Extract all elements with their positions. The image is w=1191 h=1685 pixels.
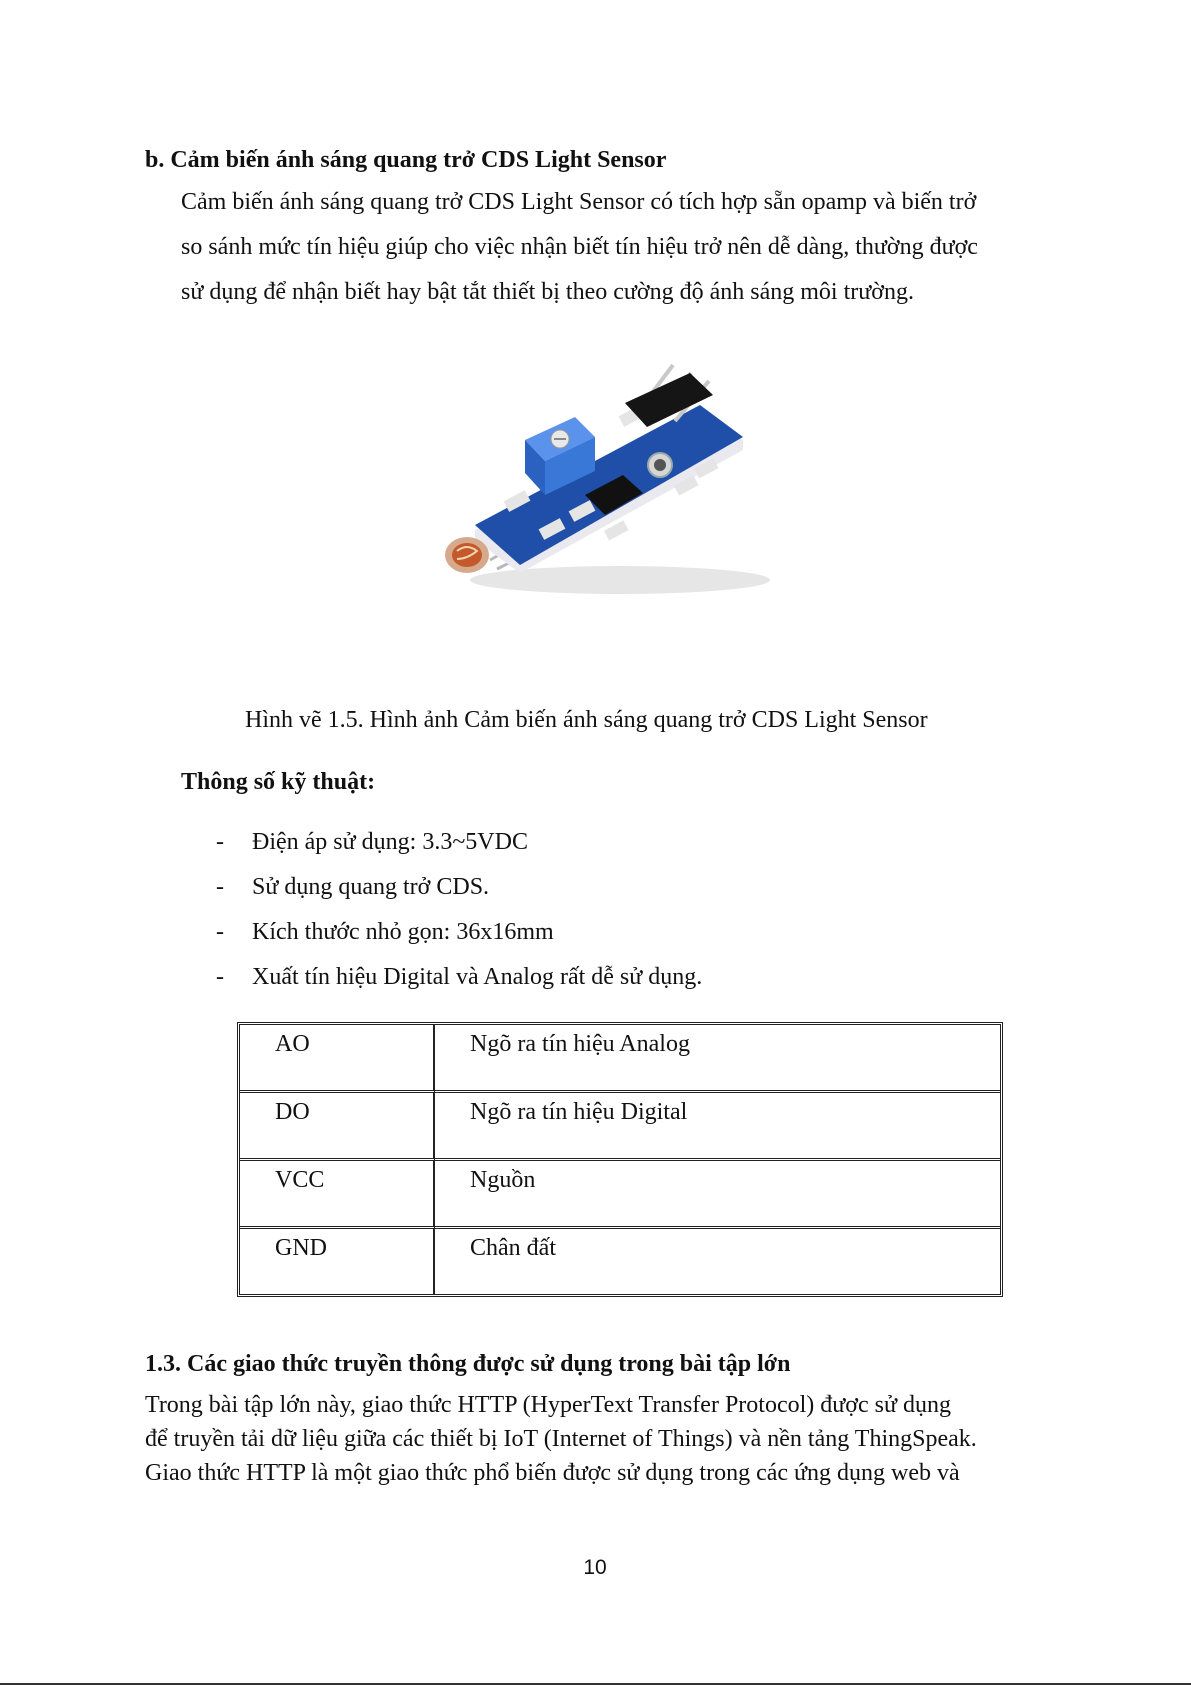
- list-bullet: -: [216, 964, 224, 990]
- spec-item: [216, 910, 1116, 955]
- paragraph-line: Giao thức HTTP là một giao thức phổ biến được sử dụng trong các ứng dụng web và: [145, 1460, 960, 1486]
- intro-line: so sánh mức tín hiệu giúp cho việc nhận biết tín hiệu trở nên dễ dàng, thường được: [181, 234, 978, 260]
- paragraph-line: Trong bài tập lớn này, giao thức HTTP (HyperText Transfer Protocol) được sử dụng: [145, 1392, 951, 1418]
- pin-name-cell: DO: [240, 1093, 435, 1161]
- paragraph-line: để truyền tải dữ liệu giữa các thiết bị IoT (Internet of Things) và nền tảng ThingSpeak.: [145, 1426, 977, 1452]
- section-b-intro: [181, 180, 1081, 315]
- spec-item-text: Xuất tín hiệu Digital và Analog rất dễ sử dụng.: [252, 964, 703, 990]
- spec-item: [216, 820, 1116, 865]
- section-1-3-heading: 1.3. Các giao thức truyền thông được sử dụng trong bài tập lớn: [145, 1351, 791, 1377]
- list-bullet: -: [216, 829, 224, 855]
- table-row: [240, 1161, 1000, 1229]
- intro-line: Cảm biến ánh sáng quang trở CDS Light Sensor có tích hợp sẵn opamp và biến trở: [181, 189, 977, 215]
- table-row: [240, 1025, 1000, 1093]
- spec-item-text: Sử dụng quang trở CDS.: [252, 874, 490, 900]
- figure-caption: Hình vẽ 1.5. Hình ảnh Cảm biến ánh sáng quang trở CDS Light Sensor: [245, 707, 928, 733]
- pin-table: [237, 1022, 1003, 1297]
- pin-name-cell: GND: [240, 1229, 435, 1294]
- table-row: [240, 1229, 1000, 1294]
- table-row: [240, 1093, 1000, 1161]
- page-number: 10: [583, 1556, 607, 1579]
- list-bullet: -: [216, 874, 224, 900]
- pin-desc-cell: Ngõ ra tín hiệu Analog: [435, 1025, 1000, 1093]
- list-bullet: -: [216, 919, 224, 945]
- sensor-illustration: [445, 355, 775, 635]
- pin-desc-cell: Chân đất: [470, 1235, 556, 1261]
- spec-item-text: Kích thước nhỏ gọn: 36x16mm: [252, 919, 554, 945]
- section-1-3-paragraph: [145, 1388, 1145, 1490]
- specs-heading: Thông số kỹ thuật:: [181, 769, 376, 795]
- section-b-heading: b. Cảm biến ánh sáng quang trở CDS Light Sensor: [145, 147, 667, 173]
- specs-list: [216, 820, 1116, 1000]
- spec-item: [216, 955, 1116, 1000]
- pin-name-cell: AO: [240, 1025, 435, 1093]
- spec-item: [216, 865, 1116, 910]
- pin-desc-cell: Nguồn: [435, 1161, 1000, 1229]
- spec-item-text: Điện áp sử dụng: 3.3~5VDC: [252, 829, 528, 855]
- pin-name-cell: VCC: [240, 1161, 435, 1229]
- cds-light-sensor-image: [445, 355, 775, 635]
- pin-desc-cell: Ngõ ra tín hiệu Digital: [435, 1093, 1000, 1161]
- intro-line: sử dụng để nhận biết hay bật tắt thiết bị theo cường độ ánh sáng môi trường.: [181, 279, 914, 305]
